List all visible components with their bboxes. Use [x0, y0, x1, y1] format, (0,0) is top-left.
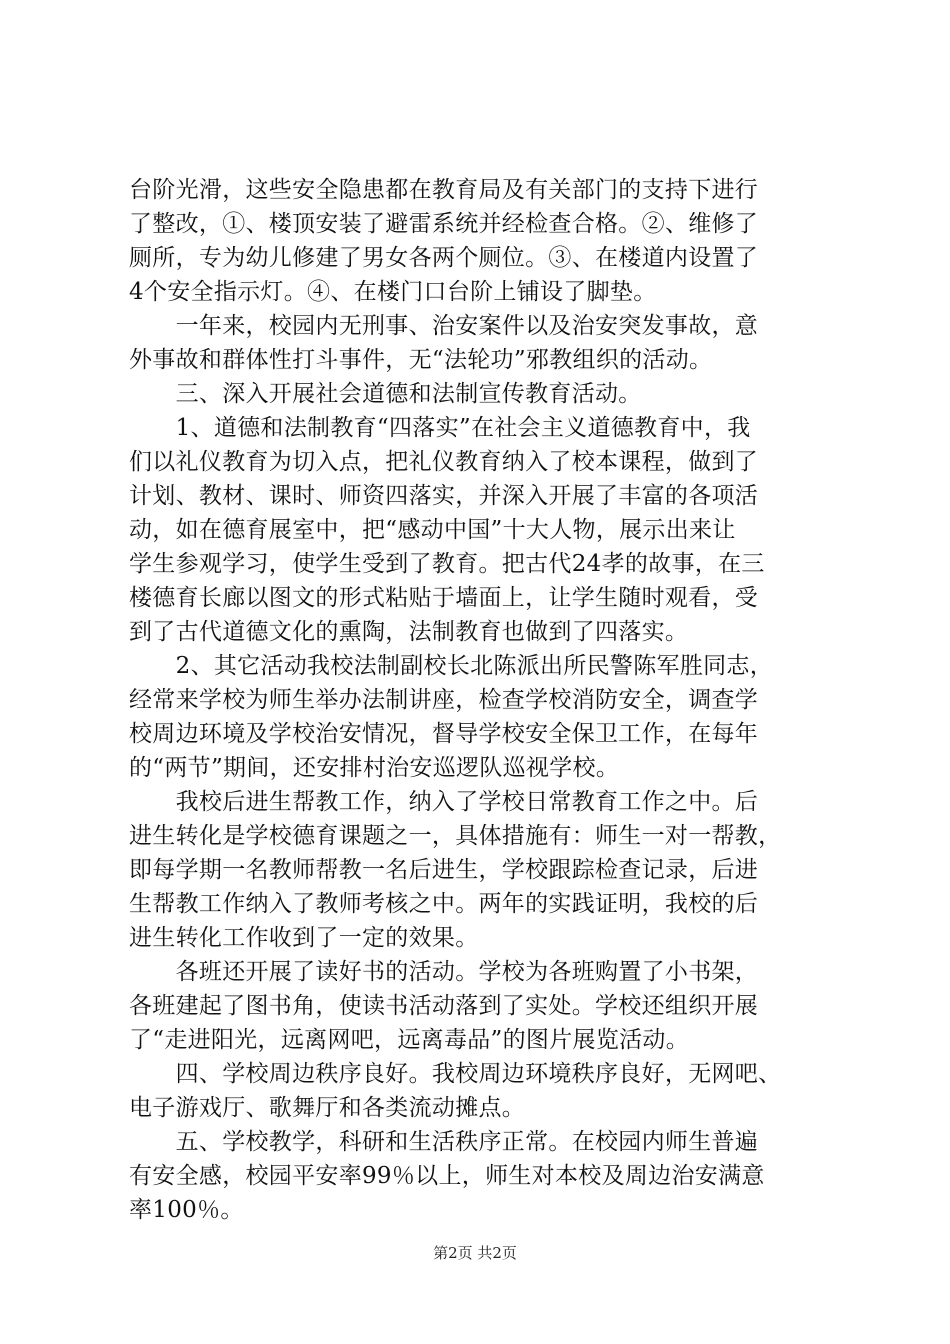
body-line: 我校后进生帮教工作，纳入了学校日常教育工作之中。后	[129, 789, 759, 815]
body-line: 率100％。	[129, 1197, 244, 1223]
body-line: 2、其它活动我校法制副校长北陈派出所民警陈军胜同志，	[129, 653, 774, 679]
section-heading: 四、学校周边秩序良好。我校周边环境秩序良好，无网吧、	[129, 1061, 782, 1087]
body-line: 4个安全指示灯。④、在楼门口台阶上铺设了脚垫。	[129, 279, 657, 305]
body-line: 各班还开展了读好书的活动。学校为各班购置了小书架，	[129, 959, 759, 985]
section-heading: 五、学校教学，科研和生活秩序正常。在校园内师生普遍	[129, 1129, 759, 1155]
page-number-label: 第2页 共2页	[433, 1244, 517, 1262]
body-line: 的“两节”期间，还安排村治安巡逻队巡视学校。	[129, 755, 620, 781]
section-heading: 三、深入开展社会道德和法制宣传教育活动。	[129, 381, 642, 407]
body-line: 经常来学校为师生举办法制讲座，检查学校消防安全，调查学	[129, 687, 759, 713]
body-line: 进生转化工作收到了一定的效果。	[129, 925, 479, 951]
body-line: 到了古代道德文化的熏陶，法制教育也做到了四落实。	[129, 619, 689, 645]
body-line: 厕所，专为幼儿修建了男女各两个厕位。③、在楼道内设置了	[129, 245, 759, 271]
body-line: 计划、教材、课时、师资四落实，并深入开展了丰富的各项活	[129, 483, 759, 509]
body-line: 电子游戏厅、歌舞厅和各类流动摊点。	[129, 1095, 526, 1121]
body-line: 台阶光滑，这些安全隐患都在教育局及有关部门的支持下进行	[129, 177, 759, 203]
body-line: 一年来，校园内无刑事、治安案件以及治安突发事故，意	[129, 313, 759, 339]
body-line: 有安全感，校园平安率99％以上，师生对本校及周边治安满意	[129, 1163, 765, 1189]
document-body	[129, 173, 829, 1227]
body-line: 生帮教工作纳入了教师考核之中。两年的实践证明，我校的后	[129, 891, 759, 917]
body-line: 动，如在德育展室中，把“感动中国”十大人物，展示出来让	[129, 517, 736, 543]
body-line: 们以礼仪教育为切入点，把礼仪教育纳入了校本课程，做到了	[129, 449, 759, 475]
page-footer	[0, 1243, 950, 1263]
body-line: 即每学期一名教师帮教一名后进生，学校跟踪检查记录，后进	[129, 857, 759, 883]
body-line: 校周边环境及学校治安情况，督导学校安全保卫工作，在每年	[129, 721, 759, 747]
body-line: 外事故和群体性打斗事件，无“法轮功”邪教组织的活动。	[129, 347, 713, 373]
body-line: 楼德育长廊以图文的形式粘贴于墙面上，让学生随时观看，受	[129, 585, 759, 611]
body-line: 各班建起了图书角，使读书活动落到了实处。学校还组织开展	[129, 993, 759, 1019]
body-line: 了整改，①、楼顶安装了避雷系统并经检查合格。②、维修了	[129, 211, 759, 237]
body-line: 进生转化是学校德育课题之一，具体措施有：师生一对一帮教，	[129, 823, 782, 849]
body-line: 1、道德和法制教育“四落实”在社会主义道德教育中，我	[129, 415, 751, 441]
body-line: 了“走进阳光，远离网吧，远离毒品”的图片展览活动。	[129, 1027, 690, 1053]
body-line: 学生参观学习，使学生受到了教育。把古代24孝的故事，在三	[129, 551, 765, 577]
